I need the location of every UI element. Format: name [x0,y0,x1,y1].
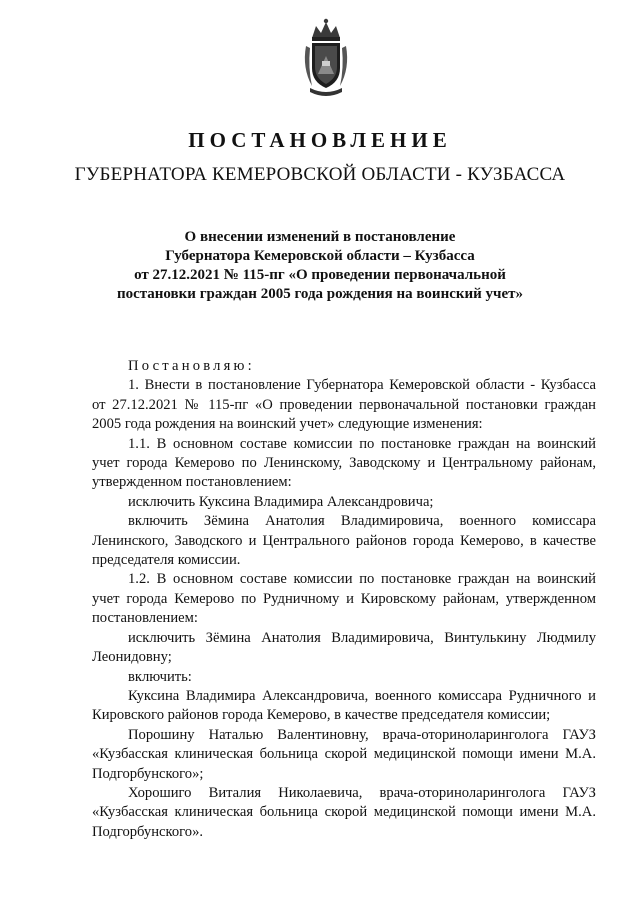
paragraph-1-1: 1.1. В основном составе комиссии по постановке граждан на воинский учет города Кемерово по Ленинскому, Заводскому и Центральному районам, утвержденном постановлением: [92,435,596,491]
document-subtitle: ГУБЕРНАТОРА КЕМЕРОВСКОЙ ОБЛАСТИ - КУЗБАССА [74,164,566,185]
paragraph-1-2-include-label: включить: [128,668,192,685]
document-title: ПОСТАНОВЛЕНИЕ [188,128,452,152]
paragraph-1-2-include-khoroshigo: Хорошиго Виталия Николаевича, врача-оториноларинголога ГАУЗ «Кузбасская клиническая больница скорой медицинской помощи имени М.А. Подгорбунского». [92,784,596,840]
document-subject [0,228,640,304]
subject-line: Губернатора Кемеровской области – Кузбасса [165,248,475,264]
paragraph-1-2-include-poroshina: Порошину Наталью Валентиновну, врача-оториноларинголога ГАУЗ «Кузбасская клиническая больница скорой медицинской помощи имени М.А. Подгорбунского»; [92,726,596,782]
paragraph-1-1-include: включить Зёмина Анатолия Владимировича, военного комиссара Ленинского, Заводского и Центрального районов города Кемерово, в качестве председателя комиссии. [92,513,596,569]
paragraph-1-2-include-kuksin: Куксина Владимира Александровича, военного комиссара Рудничного и Кировского районов города Кемерово, в качестве председателя комиссии; [92,687,596,724]
decree-word: Постановляю: [128,358,255,374]
coat-of-arms-icon [298,16,354,100]
document-body [92,357,596,842]
subject-line: от 27.12.2021 № 115-пг «О проведении первоначальной [134,267,506,283]
subject-line: О внесении изменений в постановление [184,229,456,245]
paragraph-1-2-exclude: исключить Зёмина Анатолия Владимировича, Винтулькину Людмилу Леонидовну; [92,629,596,666]
paragraph-1-1-exclude: исключить Куксина Владимира Александровича; [128,493,434,510]
paragraph-1: 1. Внести в постановление Губернатора Кемеровской области - Кузбасса от 27.12.2021 № 115-пг «О проведении первоначальной постановки граждан 2005 года рождения на воинский учет» следующие изменения: [92,377,596,433]
paragraph-1-2: 1.2. В основном составе комиссии по постановке граждан на воинский учет города Кемерово по Рудничному и Кировскому районам, утвержденном постановлением: [92,571,596,627]
subject-line: постановки граждан 2005 года рождения на воинский учет» [116,286,524,302]
